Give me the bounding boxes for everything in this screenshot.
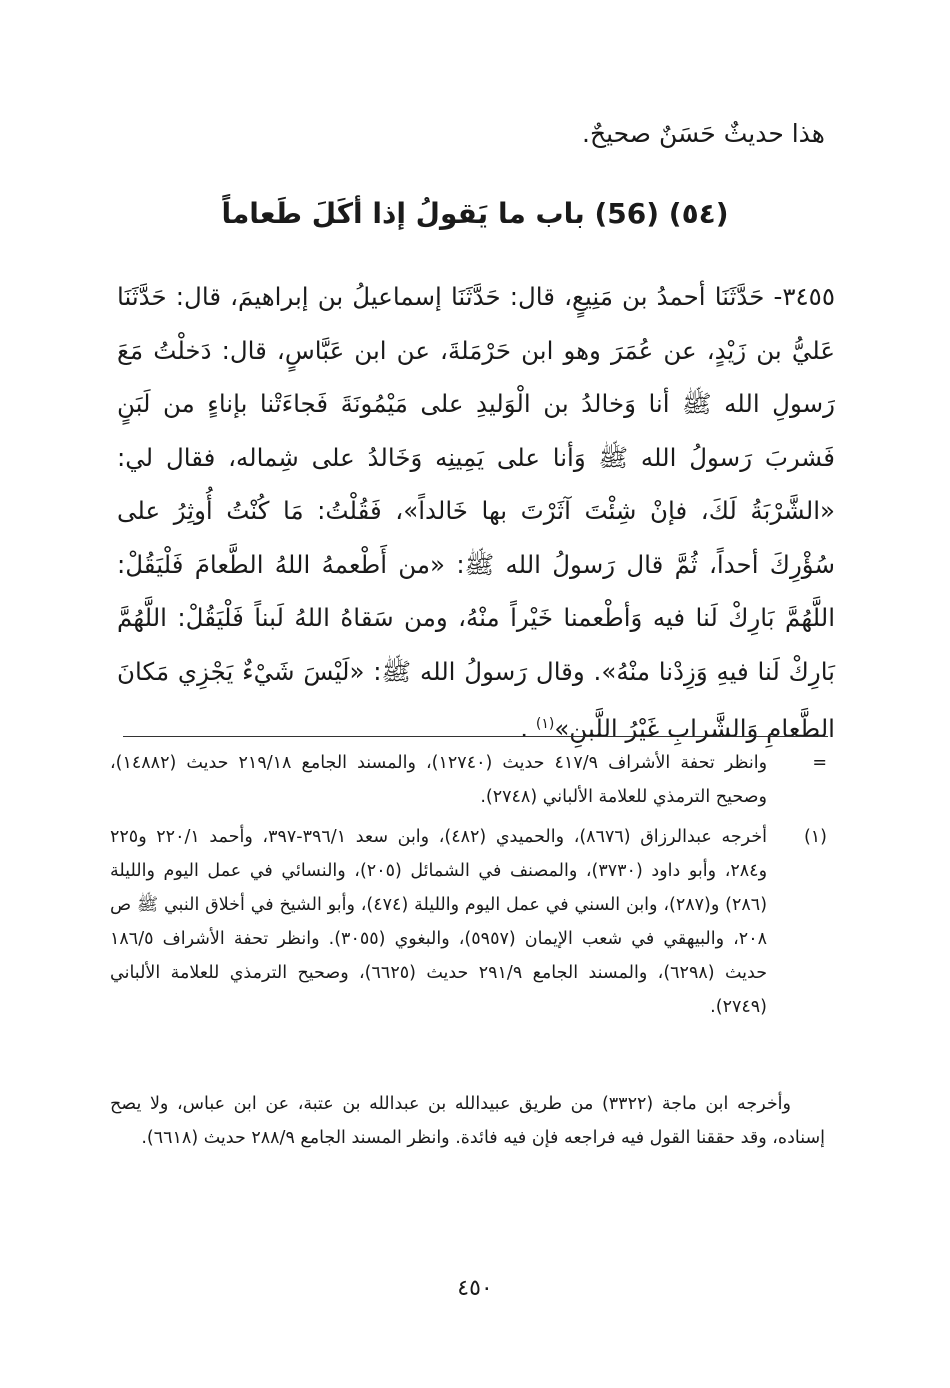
footnote-item [110, 820, 825, 1024]
footnote-text: وانظر تحفة الأشراف ٤١٧/٩ حديث (١٢٧٤٠)، والمسند الجامع ٢١٩/١٨ حديث (١٤٨٨٢)، وصحيح الترمذي للعلامة الألباني (٢٧٤٨). [110, 753, 768, 807]
footnote-continuation [110, 1087, 825, 1155]
hadith-body [117, 270, 835, 756]
page-number: ٤٥٠ [457, 1276, 493, 1301]
previous-hadith-grading: هذا حديثٌ حَسَنٌ صحيحٌ. [582, 119, 825, 148]
footnotes-section [110, 746, 825, 1030]
footnote-marker: = [812, 753, 827, 773]
hadith-end: . [520, 714, 536, 744]
chapter-heading: (٥٤) (56) باب ما يَقولُ إذا أكَلَ طَعاماً [221, 197, 729, 230]
continuation-paragraph: وأخرجه ابن ماجة (٣٣٢٢) من طريق عبيدالله بن عبدالله بن عتبة، عن ابن عباس، ولا يصح إسناده، وقد حققنا القول فيه فراجعه فإن فيه فائدة. وانظر المسند الجامع ٢٨٨/٩ حديث (٦٦١٨). [110, 1094, 825, 1148]
footnote-text: أخرجه عبدالرزاق (٨٦٧٦)، والحميدي (٤٨٢)، وابن سعد ٣٩٦/١-٣٩٧، وأحمد ٢٢٠/١ و٢٢٥ و٢٨٤، وأبو داود (٣٧٣٠)، والمصنف في الشمائل (٢٠٥)، والنسائي في عمل اليوم والليلة (٢٨٦) و(٢٨٧)، وابن السني في عمل اليوم والليلة (٤٧٤)، وأبو الشيخ في أخلاق النبي ﷺ ص ٢٠٨، والبيهقي في شعب الإيمان (٥٩٥٧)، والبغوي (٣٠٥٥). وانظر تحفة الأشراف ١٨٦/٥ حديث (٦٢٩٨)، والمسند الجامع ٢٩١/٩ حديث (٦٦٢٥)، وصحيح الترمذي للعلامة الألباني (٢٧٤٩). [110, 827, 768, 1017]
footnote-item [110, 746, 825, 814]
footnote-reference: (١) [535, 716, 555, 732]
footnote-divider [123, 736, 828, 737]
hadith-text: ٣٤٥٥- حَدَّثَنَا أحمدُ بن مَنِيعٍ، قال: حَدَّثَنَا إسماعيلُ بن إبراهيمَ، قال: حَدَّثَنَا عَليُّ بن زَيْدٍ، عن عُمَرَ وهو ابن حَرْمَلةَ، عن ابن عَبَّاسٍ، قال: دَخلْتُ مَعَ رَسولِ الله ﷺ أنا وَخالدُ بن الْوَليدِ على مَيْمُونَةَ فَجاءَتْنا بإناءٍ من لَبَنٍ فَشربَ رَسولُ الله ﷺ وَأنا على يَمِينِه وَخَالدُ على شِماله، فقال لي: «الشَّرْبَةُ لَكَ، فإنْ شِئْتَ آثَرْتَ بها خَالداً»، فَقُلْتُ: مَا كُنْتُ أُوثِرُ على سُؤْرِكَ أحداً، ثُمَّ قال رَسولُ الله ﷺ: «من أَطْعمهُ اللهُ الطَّعامَ فَلْيَقُلْ: اللَّهُمَّ بَارِكْ لَنا فيه وَأطْعمنا خَيْراً منْهُ، ومن سَقاهُ اللهُ لَبناً فَلْيَقُلْ: اللَّهُمَّ بَارِكْ لَنا فيهِ وَزِدْنا منْهُ». وقال رَسولُ الله ﷺ: «لَيْسَ شَيْءٌ يَجْزِي مَكانَ الطَّعامِ وَالشَّرابِ غَيْرُ اللَّبنِ» [117, 282, 835, 744]
footnote-marker: (١) [803, 827, 827, 847]
hadith-paragraph [117, 270, 835, 756]
